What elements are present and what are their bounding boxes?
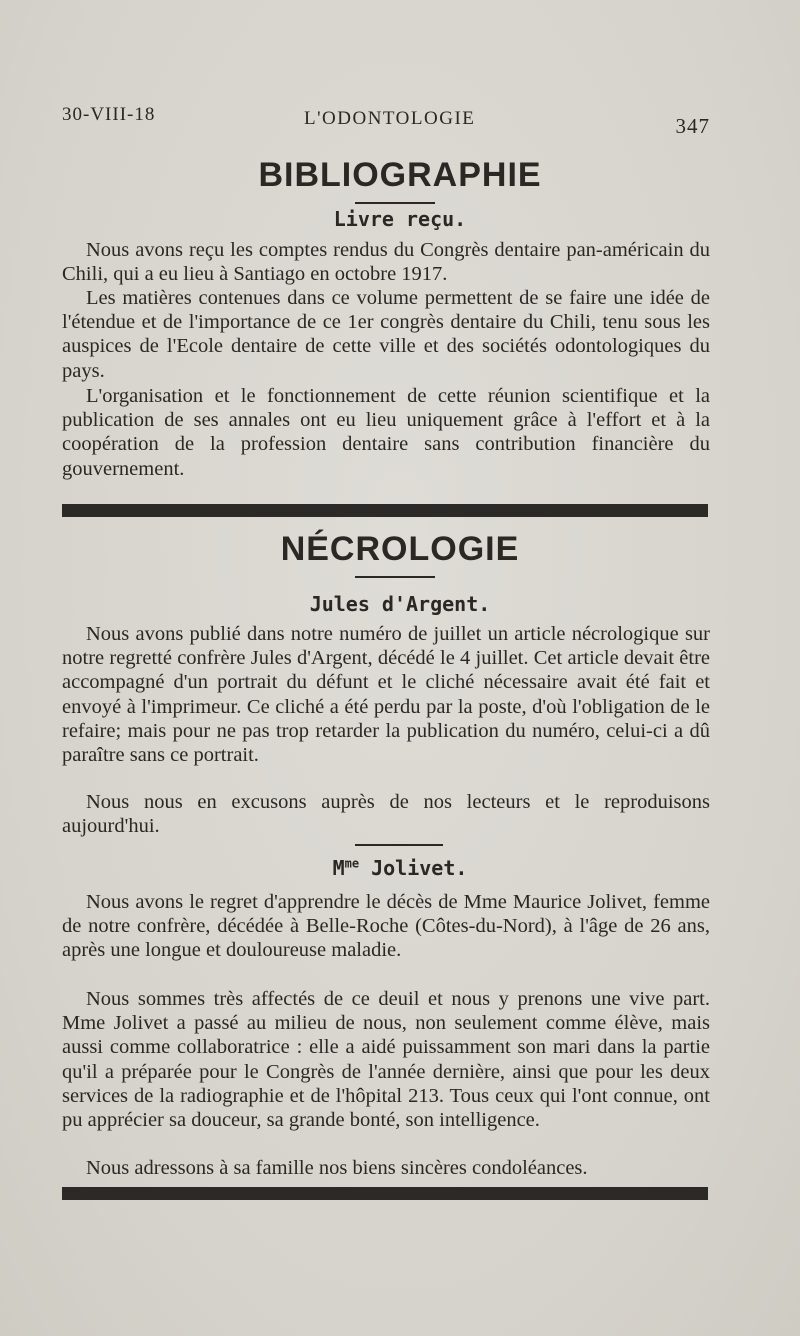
necrologie-paragraph: Nous adressons à sa famille nos biens sincères condoléances. xyxy=(86,1157,588,1179)
bibliographie-paragraph: Les matières contenues dans ce volume permettent de se faire une idée de l'étendue et de l'importance de ce 1er congrès dentaire du Chili, tenu sous les auspices de l'Ecole dentaire de cette ville et des sociétés odontologiques du pays. xyxy=(62,287,710,382)
section-divider-bar xyxy=(62,504,708,517)
journal-title: L'ODONTOLOGIE xyxy=(304,108,476,129)
bibliographie-paragraph: L'organisation et le fonctionnement de cette réunion scientifique et la publication de ses annales ont eu lieu uniquement grâce à l'effort et à la coopération de la profession dentaire sans contribution financière du gouvernement. xyxy=(62,385,710,480)
entry-name-prefix: M xyxy=(332,856,345,880)
page-number: 347 xyxy=(675,114,710,138)
entry-name-superscript: me xyxy=(344,856,360,871)
necrologie-paragraph: Nous avons publié dans notre numéro de juillet un article nécrologique sur notre regretté confrère Jules d'Argent, décédé le 4 juillet. Cet article devait être accompagné d'un portrait du défunt et le cliché nécessaire avait été fait et envoyé à l'imprimeur. Ce cliché a été perdu par la poste, d'où l'obligation de le refaire; mais pour ne pas trop retarder la publication du numéro, celui-ci a dû paraître sans ce portrait. xyxy=(62,623,710,767)
bibliographie-paragraph: Nous avons reçu les comptes rendus du Congrès dentaire pan-américain du Chili, qui a eu lieu à Santiago en octobre 1917. xyxy=(62,239,710,286)
necrologie-paragraph: Nous nous en excusons auprès de nos lecteurs et le reproduisons aujourd'hui. xyxy=(62,791,710,838)
entry-separator-rule xyxy=(355,844,443,846)
necrologie-title-rule xyxy=(355,576,435,578)
necrologie-title: NÉCROLOGIE xyxy=(280,530,520,568)
entry-name-rest: Jolivet. xyxy=(359,856,468,880)
necrologie-entry-name: Jules d'Argent. xyxy=(309,592,491,616)
bibliographie-title: BIBLIOGRAPHIE xyxy=(258,156,542,194)
issue-date: 30-VIII-18 xyxy=(62,104,156,125)
bibliographie-subtitle: Livre reçu. xyxy=(333,207,467,231)
necrologie-entry-name xyxy=(0,856,800,880)
necrologie-paragraph: Nous avons le regret d'apprendre le décès de Mme Maurice Jolivet, femme de notre confrère, décédée à Belle-Roche (Côtes-du-Nord), à l'âge de 26 ans, après une longue et douloureuse maladie. xyxy=(62,891,710,962)
bibliographie-title-rule xyxy=(355,202,435,204)
necrologie-paragraph: Nous sommes très affectés de ce deuil et nous y prenons une vive part. Mme Jolivet a passé au milieu de nous, non seulement comme élève, mais aussi comme collaboratrice : elle a aidé puissamment son mari dans la partie qu'il a préparée pour le Congrès de l'année dernière, ainsi que pour les deux services de la radiographie et de l'hôpital 213. Tous ceux qui l'ont connue, ont pu apprécier sa douceur, sa grande bonté, son intelligence. xyxy=(62,988,710,1132)
bottom-divider-bar xyxy=(62,1187,708,1200)
